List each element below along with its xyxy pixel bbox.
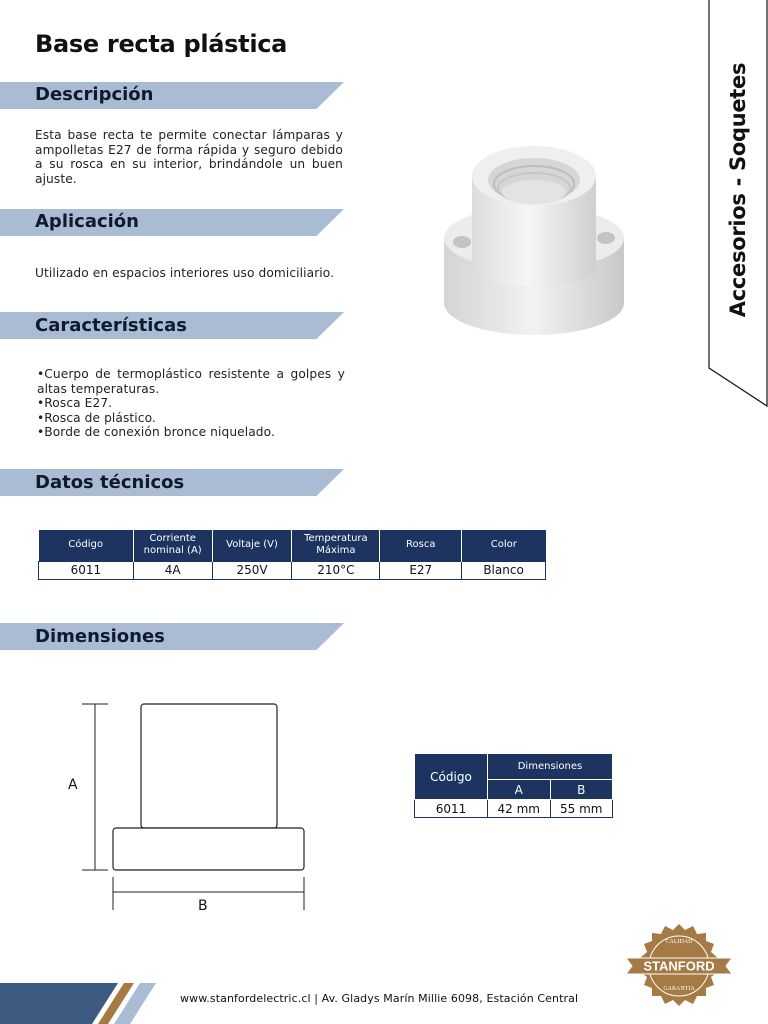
footer-contact: www.stanfordelectric.cl | Av. Gladys Marín Millie 6098, Estación Central — [180, 992, 579, 1005]
dims-td-b: 55 mm — [550, 800, 613, 818]
dimension-label-b: B — [198, 898, 208, 914]
product-photo — [440, 138, 628, 338]
td-codigo: 6011 — [39, 561, 134, 579]
seal-bottom: GARANTIA — [663, 986, 695, 992]
td-color: Blanco — [462, 561, 546, 579]
dims-th-codigo: Código — [415, 754, 488, 800]
dimension-drawing — [60, 695, 310, 920]
tech-table-header — [39, 530, 546, 561]
aplicacion-text: Utilizado en espacios interiores uso domiciliario. — [35, 266, 335, 280]
dims-td-a: 42 mm — [488, 800, 551, 818]
side-tab-label: Accesorios - Soquetes — [726, 62, 750, 318]
page-title: Base recta plástica — [35, 30, 288, 58]
th-voltaje: Voltaje (V) — [212, 530, 292, 561]
td-rosca: E27 — [380, 561, 462, 579]
td-temperatura: 210°C — [292, 561, 380, 579]
footer-stripes — [0, 983, 170, 1024]
table-row — [415, 800, 613, 818]
td-corriente: 4A — [133, 561, 212, 579]
dimension-label-a: A — [68, 777, 78, 793]
seal-brand: STANFORD — [643, 958, 715, 974]
dimensiones-heading: Dimensiones — [35, 626, 165, 647]
datos-heading: Datos técnicos — [35, 472, 185, 493]
th-rosca: Rosca — [380, 530, 462, 561]
th-codigo: Código — [39, 530, 134, 561]
descripcion-heading: Descripción — [35, 84, 154, 105]
seal-top: CALIDAD — [665, 939, 693, 945]
th-color: Color — [462, 530, 546, 561]
caracteristicas-heading: Características — [35, 315, 187, 336]
table-row — [39, 561, 546, 579]
dims-td-codigo: 6011 — [415, 800, 488, 818]
dims-table — [414, 753, 613, 818]
feature-item: •Cuerpo de termoplástico resistente a golpes y altas temperaturas. — [37, 367, 345, 396]
tech-table — [38, 530, 546, 580]
stanford-seal-logo — [624, 924, 734, 1008]
th-temperatura: Temperatura Máxima — [292, 530, 380, 561]
feature-item: •Rosca E27. — [37, 396, 113, 411]
td-voltaje: 250V — [212, 561, 292, 579]
dims-th-a: A — [488, 780, 551, 800]
dims-th-group: Dimensiones — [488, 754, 613, 780]
feature-item: •Rosca de plástico. — [37, 410, 156, 425]
th-corriente: Corriente nominal (A) — [133, 530, 212, 561]
dims-th-b: B — [550, 780, 613, 800]
feature-item: •Borde de conexión bronce niquelado. — [37, 425, 275, 440]
caracteristicas-list — [37, 367, 345, 440]
descripcion-text: Esta base recta te permite conectar lámparas y ampolletas E27 de forma rápida y seguro debido a su rosca en su interior, brindándole un buen ajuste. — [35, 128, 343, 186]
aplicacion-heading: Aplicación — [35, 211, 139, 232]
